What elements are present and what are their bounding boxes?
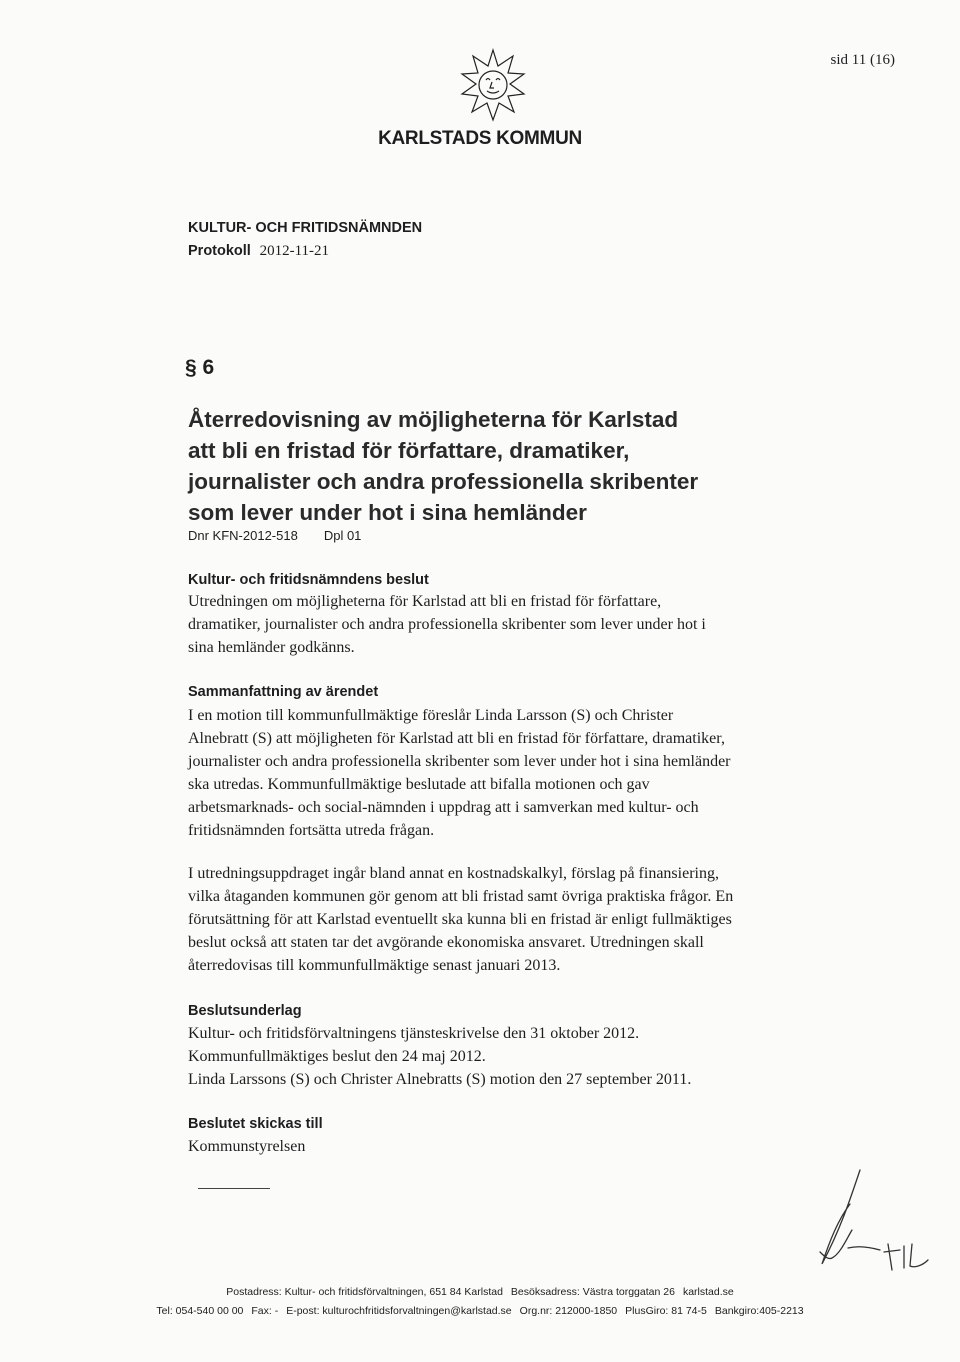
decision-heading: Kultur- och fritidsnämndens beslut [188, 572, 429, 588]
dpl-number: Dpl 01 [323, 528, 362, 543]
committee-name: KULTUR- OCH FRITIDSNÄMNDEN [188, 220, 423, 236]
sent-to-recipient: Kommunstyrelsen [188, 1138, 306, 1155]
footer-web: karlstad.se [682, 1286, 734, 1298]
text-line: Utredningen om möjligheterna för Karlstad att bli en fristad för författare, [188, 593, 662, 610]
decision-text [188, 590, 808, 659]
signature-scribble [800, 1160, 930, 1280]
footer-plusgiro: PlusGiro: 81 74-5 [625, 1305, 707, 1317]
protocol-label: Protokoll [188, 243, 251, 259]
footer-visit: Besöksadress: Västra torggatan 26 [510, 1286, 675, 1298]
text-line: förutsättning för att Karlstad eventuellt ska kunna bli en fristad är enligt fullmäktiges [188, 911, 732, 928]
document-title [188, 404, 848, 528]
footer-fax: Fax: - [251, 1305, 279, 1317]
sent-to-heading: Beslutet skickas till [188, 1116, 323, 1132]
text-line: arbetsmarknads- och social-nämnden i uppdrag att i samverkan med kultur- och [188, 799, 699, 816]
basis-item: Kommunfullmäktiges beslut den 24 maj 2012. [188, 1048, 486, 1065]
text-line: I utredningsuppdraget ingår bland annat en kostnadskalkyl, förslag på finansiering, [188, 865, 719, 882]
basis-item: Linda Larssons (S) och Christer Alnebratts (S) motion den 27 september 2011. [188, 1071, 692, 1088]
footer-address-line [0, 1286, 960, 1298]
text-line: återredovisas till kommunfullmäktige senast januari 2013. [188, 957, 561, 974]
text-line: Alnebratt (S) att möjligheten för Karlstad att bli en fristad för författare, dramatiker, [188, 730, 725, 747]
title-line: journalister och andra professionella skribenter [188, 469, 699, 494]
protocol-line [188, 243, 329, 260]
footer-contact-line [0, 1305, 960, 1317]
footer-email: E-post: kulturochfritidsforvaltningen@karlstad.se [286, 1305, 512, 1317]
summary-heading: Sammanfattning av ärendet [188, 684, 379, 700]
text-line: fritidsnämnden fortsätta utreda frågan. [188, 822, 435, 839]
protocol-date: 2012-11-21 [259, 243, 330, 259]
basis-list [188, 1022, 808, 1091]
footer-org: Org.nr: 212000-1850 [519, 1305, 618, 1317]
title-line: Återredovisning av möjligheterna för Karlstad [188, 407, 679, 432]
text-line: dramatiker, journalister och andra professionella skribenter som lever under hot i [188, 616, 706, 633]
page-number: sid 11 (16) [830, 52, 895, 68]
summary-paragraph-2 [188, 862, 808, 977]
footer-tel: Tel: 054-540 00 00 [156, 1305, 244, 1317]
title-line: att bli en fristad för författare, dramatiker, [188, 438, 630, 463]
text-line: I en motion till kommunfullmäktige föreslår Linda Larsson (S) och Christer [188, 707, 674, 724]
section-number: § 6 [185, 356, 215, 379]
summary-paragraph-1 [188, 704, 808, 842]
text-line: sina hemländer godkänns. [188, 639, 355, 656]
title-line: som lever under hot i sina hemländer [188, 500, 587, 525]
organization-name: KARLSTADS KOMMUN [378, 128, 582, 149]
text-line: vilka åtaganden kommunen gör genom att bli fristad samt övriga praktiska frågor. En [188, 888, 734, 905]
divider-line [198, 1188, 270, 1189]
text-line: ska utredas. Kommunfullmäktige beslutade att bifalla motionen och gav [188, 776, 650, 793]
dnr-number: Dnr KFN-2012-518 [188, 528, 298, 543]
footer-postal: Postadress: Kultur- och fritidsförvaltningen, 651 84 Karlstad [226, 1286, 503, 1298]
basis-item: Kultur- och fritidsförvaltningens tjänsteskrivelse den 31 oktober 2012. [188, 1025, 640, 1042]
case-reference [188, 528, 361, 543]
text-line: journalister och andra professionella skribenter som lever under hot i sina hemländer [188, 753, 731, 770]
basis-heading: Beslutsunderlag [188, 1003, 302, 1019]
text-line: beslut också att staten tar det avgörande ekonomiska ansvaret. Utredningen skall [188, 934, 704, 951]
footer-bankgiro: Bankgiro:405-2213 [714, 1305, 804, 1317]
karlstad-sun-logo [458, 46, 528, 126]
